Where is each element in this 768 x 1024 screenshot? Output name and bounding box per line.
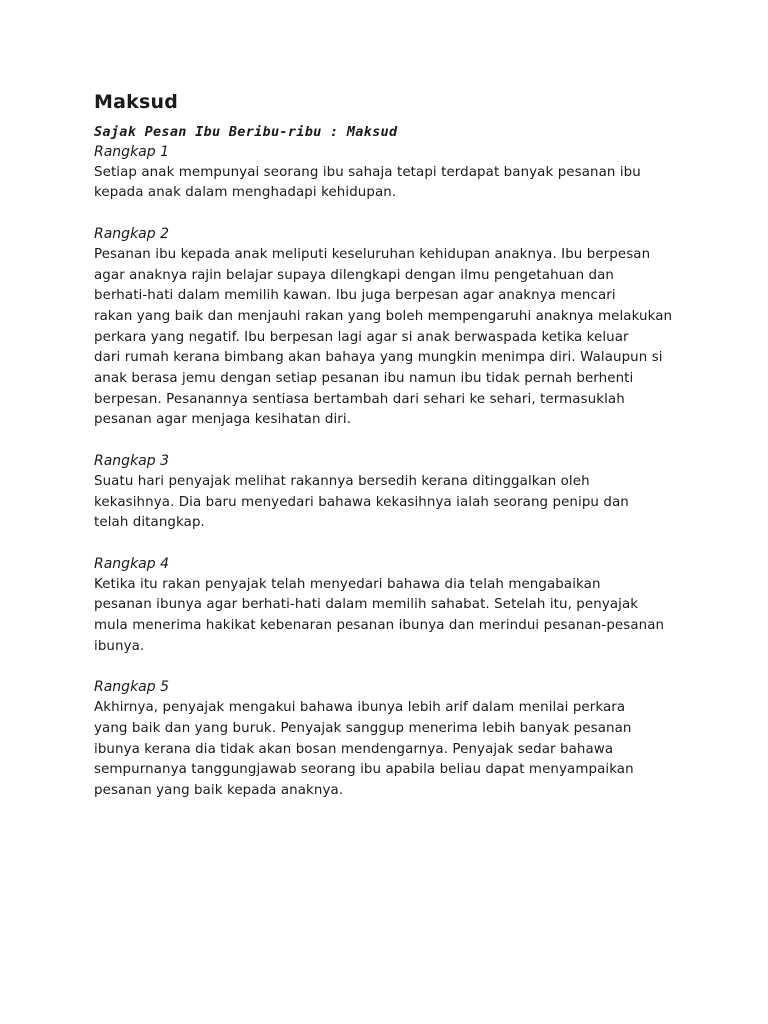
stanza-2 — [94, 224, 684, 431]
stanza-5 — [94, 677, 684, 801]
stanza-4 — [94, 554, 684, 658]
stanza-line: Akhirnya, penyajak mengakui bahawa ibunya lebih arif dalam menilai perkara — [94, 700, 626, 716]
stanza-line: agar anaknya rajin belajar supaya dilengkapi dengan ilmu pengetahuan dan — [94, 267, 615, 283]
document-subtitle: Sajak Pesan Ibu Beribu-ribu : Maksud — [94, 124, 398, 140]
stanza-line: Ketika itu rakan penyajak telah menyedari bahawa dia telah mengabaikan — [94, 576, 601, 592]
stanza-line: kepada anak dalam menghadapi kehidupan. — [94, 185, 397, 201]
stanza-1 — [94, 142, 684, 204]
stanza-line: Suatu hari penyajak melihat rakannya bersedih kerana ditinggalkan oleh — [94, 473, 590, 489]
stanza-line: yang baik dan yang buruk. Penyajak sanggup menerima lebih banyak pesanan — [94, 720, 632, 736]
stanza-line: Setiap anak mempunyai seorang ibu sahaja tetapi terdapat banyak pesanan ibu — [94, 164, 641, 180]
stanza-heading: Rangkap 3 — [94, 453, 169, 470]
page-title: Maksud — [94, 91, 179, 113]
stanza-heading: Rangkap 5 — [94, 679, 169, 696]
stanza-line: kekasihnya. Dia baru menyedari bahawa kekasihnya ialah seorang penipu dan — [94, 494, 629, 510]
stanza-line: ibunya kerana dia tidak akan bosan mendengarnya. Penyajak sedar bahawa — [94, 741, 614, 757]
stanza-heading: Rangkap 1 — [94, 144, 169, 160]
stanza-line: anak berasa jemu dengan setiap pesanan ibu namun ibu tidak pernah berhenti — [94, 371, 634, 387]
stanza-line: telah ditangkap. — [94, 515, 205, 531]
stanza-heading: Rangkap 4 — [94, 555, 169, 572]
stanza-line: ibunya. — [94, 638, 145, 654]
stanza-line: Pesanan ibu kepada anak meliputi keseluruhan kehidupan anaknya. Ibu berpesan — [94, 246, 651, 262]
stanza-line: dari rumah kerana bimbang akan bahaya yang mungkin menimpa diri. Walaupun si — [94, 350, 663, 366]
stanza-line: sempurnanya tanggungjawab seorang ibu apabila beliau dapat menyampaikan — [94, 762, 634, 778]
stanza-line: rakan yang baik dan menjauhi rakan yang boleh mempengaruhi anaknya melakukan — [94, 308, 673, 324]
stanza-line: pesanan ibunya agar berhati-hati dalam memilih sahabat. Setelah itu, penyajak — [94, 597, 639, 613]
stanza-line: berpesan. Pesanannya sentiasa bertambah dari sehari ke sehari, termasuklah — [94, 391, 625, 407]
stanza-line: pesanan yang baik kepada anaknya. — [94, 782, 344, 798]
stanza-heading: Rangkap 2 — [94, 226, 169, 243]
stanza-line: mula menerima hakikat kebenaran pesanan ibunya dan merindui pesanan-pesanan — [94, 618, 665, 634]
stanza-3 — [94, 451, 684, 534]
stanza-line: pesanan agar menjaga kesihatan diri. — [94, 412, 352, 428]
stanza-line: perkara yang negatif. Ibu berpesan lagi agar si anak berwaspada ketika keluar — [94, 329, 629, 345]
document-page — [94, 88, 684, 822]
stanza-line: berhati-hati dalam memilih kawan. Ibu juga berpesan agar anaknya mencari — [94, 288, 616, 304]
